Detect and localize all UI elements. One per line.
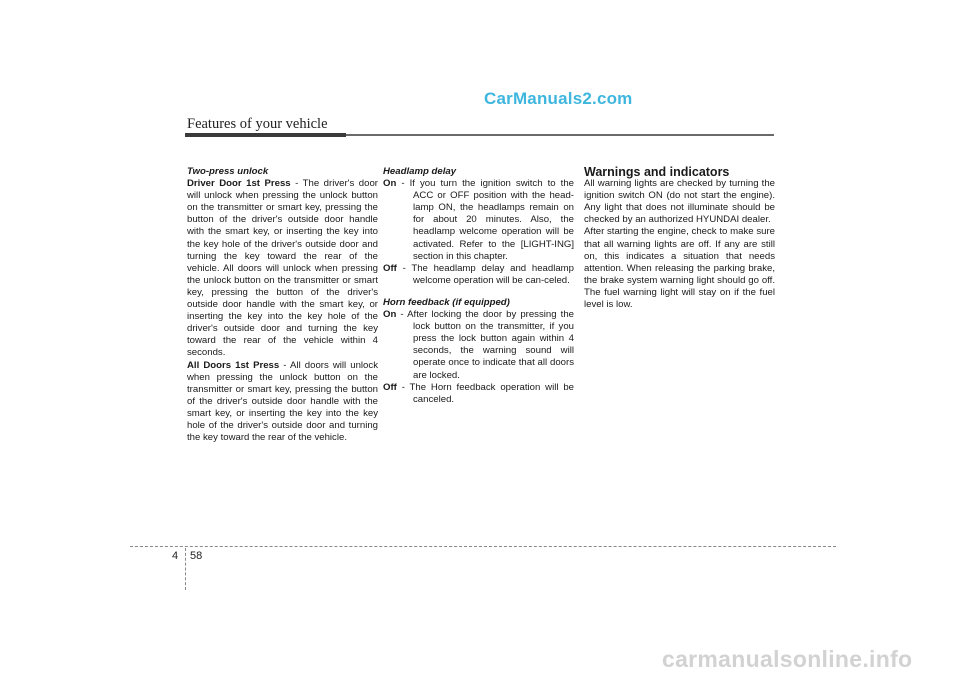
horn-on-label: On xyxy=(383,309,397,321)
column-2 xyxy=(383,166,574,406)
subhead-headlamp-delay: Headlamp delay xyxy=(383,166,457,177)
headlamp-on-label: On xyxy=(383,178,397,190)
text-all-doors: - All doors will unlock when pressing the unlock button on the transmitter or smart key, pressing the button of the driver's outside door handle with the smart key, or inserting the key into the key hole of the driver's outside door and turning the key toward the rear of the vehicle. xyxy=(187,359,378,444)
headlamp-on-item xyxy=(383,178,574,263)
column-1 xyxy=(187,166,378,444)
section-title: Features of your vehicle xyxy=(187,116,328,132)
subhead-horn-feedback: Horn feedback (if equipped) xyxy=(383,296,510,308)
paragraph-all-doors xyxy=(187,360,378,445)
watermark-bottom: carmanualsonline.info xyxy=(662,646,913,672)
subhead-two-press-unlock: Two-press unlock xyxy=(187,166,269,177)
page-number: 58 xyxy=(190,550,203,562)
horn-off-text: - The Horn feedback operation will be canceled. xyxy=(396,381,574,405)
chapter-number: 4 xyxy=(172,550,179,562)
paragraph-warning-check: All warning lights are checked by turning the ignition switch ON (do not start the engine). Any light that does not illuminate should be checked by an authorized HYUNDAI dealer. xyxy=(584,178,775,226)
headlamp-off-item xyxy=(383,263,574,287)
paragraph-driver-door xyxy=(187,178,378,359)
label-driver-door: Driver Door 1st Press xyxy=(187,178,291,190)
header-rule-dark xyxy=(185,133,346,137)
paragraph-after-start: After starting the engine, check to make sure that all warning lights are off. If any are still on, this indicates a situation that needs attention. When releasing the parking brake, the brake system warning light should go off. The fuel warning light will stay on if the fuel level is low. xyxy=(584,226,775,311)
column-3 xyxy=(584,166,775,311)
footer-dashed-line xyxy=(130,546,836,547)
headlamp-on-text: - If you turn the ignition switch to the ACC or OFF position with the head-lamp ON, the headlamps remain on for about 20 minutes. Also, the headlamp welcome operation will be activated. Refer to the [LIGHT-ING] section in this chapter. xyxy=(396,178,574,262)
watermark-top: CarManuals2.com xyxy=(484,89,633,108)
footer-dashed-divider xyxy=(185,548,186,590)
horn-on-item xyxy=(383,309,574,382)
label-all-doors: All Doors 1st Press xyxy=(187,359,280,371)
horn-off-label: Off xyxy=(383,381,397,393)
text-driver-door: - The driver's door will unlock when pressing the unlock button on the transmitter or smart key, pressing the button of the driver's outside door handle with the smart key, or inserting the key into the key hole of the driver's outside door and turning the key toward the rear of the vehicle. All doors will unlock when pressing the unlock button on the transmitter or smart key, pressing the button of the driver's outside door handle with the smart key, or inserting the key into the key hole of the driver's outside door and turning the key toward the rear of the vehicle within 4 seconds. xyxy=(187,178,378,359)
horn-on-text: - After locking the door by pressing the lock button on the transmitter, if you press the lock button again within 4 seconds, the warning sound will operate once to indicate that all doors are locked. xyxy=(396,309,574,381)
header-rule-thin xyxy=(346,134,774,136)
headlamp-off-label: Off xyxy=(383,262,397,274)
horn-off-item xyxy=(383,382,574,406)
heading-warnings-indicators: Warnings and indicators xyxy=(584,165,730,179)
headlamp-off-text: - The headlamp delay and headlamp welcome operation will be can-celed. xyxy=(396,262,574,286)
